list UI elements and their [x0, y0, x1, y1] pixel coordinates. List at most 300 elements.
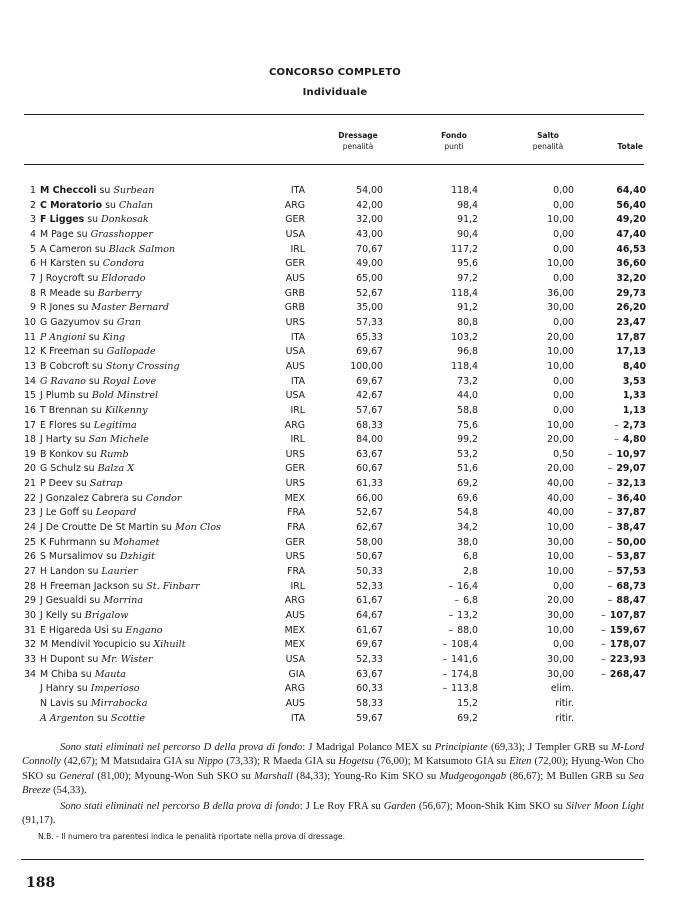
salto-penalty: 40,00 [547, 507, 574, 519]
nation: GIA [288, 668, 305, 680]
dressage-penalty: 63,67 [356, 668, 383, 680]
horse-name: Imperioso [90, 683, 140, 695]
horse-name: Brigalow [84, 610, 129, 622]
rider-horse [40, 228, 275, 243]
fondo-value: 91,2 [457, 302, 478, 314]
fondo-value: 44,0 [457, 390, 478, 402]
total-value: 17,13 [616, 346, 646, 358]
nation: IRL [290, 434, 305, 446]
results-body [24, 184, 646, 726]
fondo-value: 54,8 [457, 507, 478, 519]
total-score [574, 712, 646, 727]
fondo-points [383, 594, 478, 609]
rider-horse [40, 375, 275, 390]
fondo-value: 16,4 [457, 580, 478, 592]
eliminated-rider: M Bullen GRB [546, 770, 613, 782]
horse-name: Kilkenny [104, 404, 148, 416]
dressage-penalty: 57,67 [356, 404, 383, 416]
rider-horse [40, 653, 275, 668]
rider-horse [40, 668, 275, 683]
fondo-points [383, 609, 478, 624]
total-score [574, 638, 646, 653]
rider-name: M Checcoli [40, 185, 97, 196]
rider-name: K Freeman [40, 346, 90, 358]
dressage-penalty: 58,33 [356, 697, 383, 709]
fondo-value: 38,0 [457, 536, 478, 548]
salto-penalty: 40,00 [547, 478, 574, 490]
header-rule [24, 164, 644, 165]
rank: 32 [24, 639, 36, 651]
nation: AUS [285, 697, 305, 709]
total-score [574, 213, 646, 228]
connector: su [86, 448, 97, 460]
minus-sign: – [442, 654, 448, 665]
rider-horse [40, 301, 275, 316]
minus-sign: – [442, 639, 448, 651]
horse-name: Stony Crossing [105, 360, 180, 372]
fondo-points [383, 419, 478, 434]
connector: su [92, 346, 104, 358]
connector: su [91, 404, 102, 416]
rider-name: H Dupont [40, 654, 85, 665]
salto-penalty: 0,00 [553, 375, 574, 387]
column-header-fondo-unit: punti [444, 142, 464, 151]
horse-name: Legitima [93, 419, 137, 431]
note-lead: Sono stati eliminati nel percorso D della prova di fondo [60, 742, 303, 753]
rank: 19 [24, 448, 36, 460]
nation: USA [285, 390, 305, 402]
fondo-value: 53,2 [457, 448, 478, 460]
rank: 18 [24, 434, 36, 446]
minus-sign: – [448, 610, 454, 622]
table-row [24, 697, 646, 712]
results-table [24, 184, 646, 726]
horse-name: San Michele [88, 434, 149, 446]
nation: ARG [284, 419, 305, 431]
rider-name: S Mursalimov [40, 551, 104, 563]
rider-name: J Kelly [40, 610, 68, 622]
column-header-fondo [414, 130, 494, 152]
fondo-value: 141,6 [451, 654, 478, 665]
fondo-value: 113,8 [451, 683, 478, 695]
table-row [24, 638, 646, 653]
rider-horse [40, 419, 275, 434]
fondo-points [383, 462, 478, 477]
total-value: 107,87 [609, 610, 646, 622]
minus-sign: – [601, 668, 606, 680]
dressage-penalty: 35,00 [356, 302, 383, 314]
connector: su [83, 463, 95, 475]
nation: MEX [284, 492, 305, 504]
eliminated-rider: R Maeda GIA [263, 756, 324, 768]
nation: URS [285, 478, 305, 490]
fondo-value: 51,6 [457, 463, 478, 475]
rank: 26 [24, 551, 36, 563]
salto-penalty: 20,00 [547, 434, 574, 446]
dressage-penalty: 58,00 [356, 536, 383, 548]
nation: USA [285, 228, 305, 240]
eliminated-horse: Marshall [254, 770, 293, 782]
dressage-penalty: 65,33 [356, 331, 383, 343]
total-value: 32,13 [616, 478, 646, 490]
rider-horse [40, 448, 275, 463]
total-score [574, 301, 646, 316]
eliminated-horse: Silver Moon Light [566, 801, 645, 812]
minus-sign: – [442, 683, 448, 695]
total-score [574, 448, 646, 463]
total-value: 268,47 [609, 668, 646, 680]
horse-name: Black Salmon [108, 243, 176, 255]
total-score [574, 565, 646, 580]
fondo-value: 34,2 [457, 522, 478, 534]
dressage-penalty: 61,67 [356, 624, 383, 636]
eliminated-rider: Young-Ro Kim SKO [333, 770, 424, 782]
rider-name: J Gesualdi [40, 595, 87, 607]
horse-name: Chalan [118, 199, 154, 211]
nation: ITA [290, 331, 305, 343]
connector: su [79, 419, 91, 431]
rider-horse [40, 682, 275, 697]
total-value: 64,40 [616, 185, 646, 196]
fondo-points [383, 682, 478, 697]
column-header-dressage-title: Dressage [338, 131, 378, 140]
total-value: 159,67 [609, 624, 646, 636]
total-value: 1,13 [622, 404, 646, 416]
total-value: 17,87 [616, 331, 646, 343]
connector: su [77, 302, 89, 314]
rider-name: P Deev [40, 478, 73, 490]
note-eliminated-b: Sono stati eliminati nel percorso B della prova di fondo: J Le Roy FRA su Garden (56,67); Moon-Shik Kim SKO su Silver Moon Light (91,17). [22, 801, 645, 827]
fondo-value: 91,2 [457, 214, 478, 226]
fondo-points [383, 404, 478, 419]
eliminated-horse: Principiante [434, 742, 488, 753]
total-score [574, 257, 646, 272]
nation: ITA [290, 375, 305, 387]
horse-name: Mon Clos [175, 522, 221, 534]
eliminated-score: (84,33) [296, 770, 328, 782]
total-score [574, 243, 646, 258]
dressage-penalty: 64,67 [356, 610, 383, 622]
table-row [24, 477, 646, 492]
nation: GER [285, 214, 305, 226]
table-row [24, 521, 646, 536]
salto-penalty: ritir. [555, 712, 574, 724]
nation: URS [285, 551, 305, 563]
fondo-value: 118,4 [451, 287, 478, 299]
horse-name: King [102, 331, 126, 343]
rank [24, 697, 40, 712]
total-value: 36,60 [616, 258, 646, 270]
total-score [574, 389, 646, 404]
rider-horse [40, 433, 275, 448]
total-score [574, 345, 646, 360]
salto-penalty: 0,00 [553, 404, 574, 416]
rider-horse [40, 360, 275, 375]
minus-sign: – [601, 639, 606, 651]
rider-name: E Flores [40, 419, 77, 431]
fondo-value: 88,0 [457, 624, 478, 636]
total-score [574, 506, 646, 521]
salto-penalty: 30,00 [547, 668, 574, 680]
total-score [574, 184, 646, 199]
minus-sign: – [607, 507, 613, 519]
rider-name: C Moratorio [40, 199, 103, 211]
column-header-salto [508, 130, 588, 152]
connector: su [92, 360, 103, 372]
fondo-value: 117,2 [451, 243, 478, 255]
table-row [24, 419, 646, 434]
fondo-points [383, 638, 478, 653]
fondo-points [383, 433, 478, 448]
horse-name: Donkosak [101, 214, 149, 226]
connector: su [88, 258, 100, 270]
fondo-value: 15,2 [457, 697, 478, 709]
total-score [574, 668, 646, 683]
rider-name: G Gazyumov [40, 316, 101, 328]
rider-name: J Plumb [40, 390, 76, 402]
fondo-value: 6,8 [463, 551, 478, 563]
table-row [24, 624, 646, 639]
fondo-points [383, 389, 478, 404]
minus-sign: – [442, 668, 448, 680]
minus-sign: – [607, 580, 613, 592]
rider-name: M Mendivil Yocupicio [40, 639, 137, 651]
horse-name: Xihuilt [153, 639, 186, 651]
nation: URS [285, 448, 305, 460]
fondo-value: 118,4 [451, 360, 478, 372]
nation: GER [285, 536, 305, 548]
minus-sign: – [614, 434, 619, 446]
rider-name: F Ligges [40, 214, 85, 226]
dressage-penalty: 42,67 [356, 390, 383, 402]
horse-name: Surbean [113, 185, 155, 196]
minus-sign: – [454, 595, 460, 607]
fondo-value: 97,2 [457, 272, 478, 284]
nation: ARG [284, 199, 305, 211]
fondo-points [383, 712, 478, 727]
salto-penalty: 10,00 [547, 566, 574, 578]
connector: su [87, 566, 99, 578]
rider-name: R Meade [40, 287, 81, 299]
eliminated-horse: General [59, 770, 94, 782]
eliminated-score: (91,17) [22, 815, 53, 827]
dressage-penalty: 84,00 [356, 434, 383, 446]
rider-name: M Page [40, 228, 74, 240]
bottom-rule [21, 859, 644, 860]
eliminated-horse: Mudgeogongab [439, 770, 507, 782]
minus-sign: – [607, 536, 613, 548]
rider-horse [40, 492, 275, 507]
salto-penalty: 10,00 [547, 214, 574, 226]
rider-name: G Schulz [40, 463, 81, 475]
total-value: 29,07 [616, 463, 646, 475]
connector: su [111, 624, 123, 636]
rider-horse [40, 404, 275, 419]
rider-name: K Fuhrmann [40, 536, 97, 548]
rank: 5 [30, 243, 36, 255]
table-row [24, 653, 646, 668]
horse-name: Grasshopper [90, 228, 153, 240]
salto-penalty: 10,00 [547, 360, 574, 372]
fondo-value: 96,8 [457, 346, 478, 358]
fondo-value: 2,8 [463, 566, 478, 578]
dressage-penalty: 69,67 [356, 346, 383, 358]
salto-penalty: ritir. [555, 697, 574, 709]
fondo-points [383, 653, 478, 668]
fondo-value: 69,2 [457, 478, 478, 490]
minus-sign: – [448, 624, 454, 636]
nation: GER [285, 463, 305, 475]
table-row [24, 506, 646, 521]
rank: 20 [24, 463, 36, 475]
rider-horse [40, 624, 275, 639]
dressage-penalty: 61,33 [356, 478, 383, 490]
salto-penalty: 10,00 [547, 624, 574, 636]
total-score [574, 375, 646, 390]
total-score [574, 653, 646, 668]
rider-name: G Ravano [40, 375, 86, 387]
rank: 11 [24, 331, 36, 343]
rider-horse [40, 609, 275, 624]
total-value: 4,80 [622, 434, 646, 446]
rank: 2 [30, 199, 36, 211]
total-score [574, 433, 646, 448]
connector: su [103, 316, 114, 328]
minus-sign: – [607, 478, 613, 490]
note-eliminated-d: Sono stati eliminati nel percorso D della prova di fondo: J Madrigal Polanco MEX su Principiante (69,33); J Templer GRB su M-Lord Connolly (42,67); M Matsudaira GIA su Nippo (73,33); R Maeda GIA su Hogetsu (76,00); M Katsumoto GIA su Eiten (72,00); Hyung-Won Cho SKO su General (81,00); Myoung-Won Suh SKO su Marshall (84,33); Young-Ro Kim SKO su Mudgeogongab (86,67); M Bullen GRB su Sea Breeze (54,33). [22, 742, 645, 796]
total-score [574, 682, 646, 697]
horse-name: Royal Love [102, 375, 157, 387]
fondo-points [383, 580, 478, 595]
dressage-penalty: 60,33 [356, 683, 383, 695]
horse-name: Scottie [110, 712, 146, 724]
minus-sign: – [607, 551, 613, 563]
table-row [24, 360, 646, 375]
total-score [574, 594, 646, 609]
salto-penalty: 20,00 [547, 595, 574, 607]
connector: su [76, 228, 88, 240]
rank: 14 [24, 375, 36, 387]
rider-horse [40, 565, 275, 580]
nation: GRB [284, 302, 305, 314]
rider-horse [40, 521, 275, 536]
rank: 33 [24, 654, 36, 665]
fondo-points [383, 257, 478, 272]
salto-penalty: 20,00 [547, 463, 574, 475]
dressage-penalty: 52,67 [356, 287, 383, 299]
rank: 30 [24, 610, 36, 622]
connector: su [139, 639, 151, 651]
rank: 13 [24, 360, 36, 372]
rider-horse [40, 389, 275, 404]
total-score [574, 477, 646, 492]
dressage-penalty: 65,00 [356, 272, 383, 284]
salto-penalty: 0,00 [553, 185, 574, 196]
dressage-penalty: 49,00 [356, 258, 383, 270]
connector: su [106, 551, 117, 563]
rider-name: J Hanry [40, 683, 74, 695]
table-row [24, 228, 646, 243]
nation: IRL [290, 404, 305, 416]
rider-horse [40, 638, 275, 653]
connector: su [99, 536, 111, 548]
table-row [24, 580, 646, 595]
fondo-points [383, 199, 478, 214]
fondo-points [383, 697, 478, 712]
table-row [24, 712, 646, 727]
note-nb: N.B. - Il numero tra parentesi indica le penalità riportate nella prova di dressage. [38, 832, 346, 841]
minus-sign: – [607, 463, 613, 475]
fondo-value: 103,2 [451, 331, 478, 343]
total-value: 88,47 [616, 595, 646, 607]
salto-penalty: 0,50 [553, 448, 574, 460]
total-score [574, 521, 646, 536]
rider-name: H Freeman Jackson [40, 580, 130, 592]
horse-name: Leopard [95, 507, 137, 519]
rank: 29 [24, 595, 36, 607]
total-score [574, 331, 646, 346]
total-value: 10,97 [616, 448, 646, 460]
eliminated-rider: Hyung-Won Cho SKO [22, 756, 645, 782]
salto-penalty: 20,00 [547, 331, 574, 343]
total-value: 26,20 [616, 302, 646, 314]
total-score [574, 550, 646, 565]
column-header-dressage-unit: penalità [342, 142, 374, 151]
table-row [24, 184, 646, 199]
horse-name: Master Bernard [91, 302, 169, 314]
salto-penalty: 30,00 [547, 302, 574, 314]
table-row [24, 301, 646, 316]
nation: IRL [290, 580, 305, 592]
eliminated-horse: Sea Breeze [22, 770, 645, 796]
fondo-points [383, 521, 478, 536]
total-score [574, 419, 646, 434]
rank: 25 [24, 536, 36, 548]
connector: su [105, 199, 116, 211]
total-value: 2,73 [622, 419, 646, 431]
total-score [574, 272, 646, 287]
rider-horse [40, 213, 275, 228]
dressage-penalty: 100,00 [350, 360, 383, 372]
fondo-points [383, 536, 478, 551]
dressage-penalty: 54,00 [356, 185, 383, 196]
total-value: 223,93 [609, 654, 646, 665]
column-header-totale: Totale [617, 142, 643, 151]
total-value: 3,53 [622, 375, 646, 387]
salto-penalty: 10,00 [547, 419, 574, 431]
horse-name: Gallopade [106, 346, 156, 358]
total-value: 38,47 [616, 522, 646, 534]
fondo-points [383, 331, 478, 346]
total-value: 68,73 [616, 580, 646, 592]
table-row [24, 448, 646, 463]
dressage-penalty: 57,33 [356, 316, 383, 328]
rank: 1 [30, 185, 36, 196]
eliminated-score: (42,67) [63, 756, 95, 768]
page-number: 188 [26, 875, 56, 891]
horse-name: Mohamet [113, 536, 160, 548]
salto-penalty: 10,00 [547, 258, 574, 270]
salto-penalty: 30,00 [547, 610, 574, 622]
nation: ITA [290, 185, 305, 196]
rank: 27 [24, 566, 36, 578]
fondo-value: 58,8 [457, 404, 478, 416]
connector: su [88, 331, 100, 343]
fondo-points [383, 360, 478, 375]
total-value: 47,40 [616, 228, 646, 240]
rank: 31 [24, 624, 36, 636]
fondo-value: 108,4 [451, 639, 478, 651]
